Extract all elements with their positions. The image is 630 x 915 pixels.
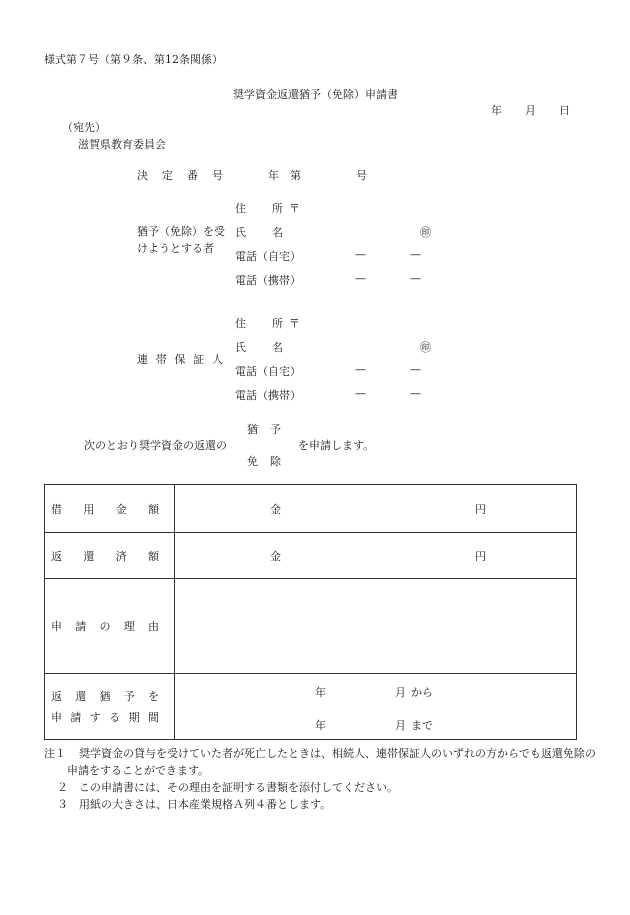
guarantor-phone-home-label: 電話（自宅）	[235, 365, 301, 378]
period-from-kara: から	[411, 686, 433, 699]
applicant-phone-mobile-label: 電話（携帯）	[235, 274, 301, 287]
guarantor-phone-home-dash2: —	[410, 363, 421, 376]
statement-yuyo: 猶 予	[247, 423, 281, 436]
date-day: 日	[559, 104, 570, 117]
period-from-month: 月	[395, 686, 406, 699]
guarantor-postal-mark: 〒	[289, 317, 300, 330]
guarantor-phone-home-dash1: —	[355, 363, 366, 376]
repaid-amount-label: 返 還 済 額	[45, 533, 175, 579]
borrowed-amount-label: 借 用 金 額	[45, 485, 175, 533]
borrowed-kin: 金	[270, 503, 281, 516]
period-to-year: 年	[315, 719, 326, 732]
period-to-month: 月	[395, 719, 406, 732]
applicant-postal-mark: 〒	[289, 202, 300, 215]
applicant-label-line2: けようとする者	[137, 242, 214, 255]
repaid-kin: 金	[270, 550, 281, 563]
repaid-en: 円	[475, 550, 486, 563]
period-label: 返 還 猶 予 を 申 請 す る 期 間	[45, 674, 175, 740]
guarantor-address-label: 住 所	[235, 317, 283, 330]
applicant-seal: ㊞	[420, 226, 431, 239]
statement-suffix: を申請します。	[298, 439, 375, 452]
reason-label: 申 請 の 理 由	[45, 579, 175, 674]
statement-prefix: 次のとおり奨学資金の返還の	[84, 439, 227, 452]
applicant-name-label: 氏 名	[235, 226, 283, 239]
addressee-prefix: （宛先）	[62, 121, 106, 134]
page-title: 奨学資金返還猶予（免除）申請書	[233, 88, 398, 101]
guarantor-phone-mobile-dash2: —	[410, 387, 421, 400]
guarantor-phone-mobile-dash1: —	[355, 387, 366, 400]
decision-go: 号	[356, 169, 367, 182]
guarantor-seal: ㊞	[420, 341, 431, 354]
application-table	[44, 484, 577, 740]
repaid-amount-field[interactable]	[175, 533, 577, 579]
addressee-name: 滋賀県教育委員会	[78, 138, 166, 151]
note-2-text: この申請書には、その理由を証明する書類を添付してください。	[79, 781, 398, 794]
applicant-label-line1: 猶予（免除）を受	[137, 225, 225, 238]
decision-dai: 第	[290, 169, 301, 182]
form-number: 様式第７号（第９条、第12条関係）	[44, 53, 223, 66]
borrowed-amount-field[interactable]	[175, 485, 577, 533]
applicant-phone-home-label: 電話（自宅）	[235, 250, 301, 263]
applicant-phone-home-dash2: —	[410, 248, 421, 261]
note-2-number: ２	[57, 781, 68, 794]
statement-menjo: 免 除	[247, 455, 281, 468]
guarantor-name-label: 氏 名	[235, 341, 283, 354]
period-field[interactable]	[175, 674, 577, 740]
guarantor-label: 連 帯 保 証 人	[137, 353, 223, 366]
note-3-text: 用紙の大きさは、日本産業規格Ａ列４番とします。	[79, 798, 332, 811]
decision-number-label: 決 定 番 号	[137, 169, 223, 182]
applicant-address-label: 住 所	[235, 202, 283, 215]
note-1-text: 奨学資金の貸与を受けていた者が死亡したときは、相続人、連帯保証人のいずれの方からでも返還免除の	[79, 747, 596, 760]
note-1-number: 注１	[44, 747, 66, 760]
borrowed-en: 円	[475, 503, 486, 516]
borrowed-amount-row	[45, 485, 577, 533]
period-row	[45, 674, 577, 740]
period-from-year: 年	[315, 686, 326, 699]
reason-field[interactable]	[175, 579, 577, 674]
date-month: 月	[525, 104, 536, 117]
applicant-phone-mobile-dash1: —	[355, 272, 366, 285]
applicant-phone-home-dash1: —	[355, 248, 366, 261]
note-1-continuation: 申請をすることができます。	[67, 764, 210, 777]
date-year: 年	[491, 104, 502, 117]
note-3-number: ３	[57, 798, 68, 811]
applicant-phone-mobile-dash2: —	[410, 272, 421, 285]
period-to-made: まで	[411, 719, 433, 732]
guarantor-phone-mobile-label: 電話（携帯）	[235, 389, 301, 402]
repaid-amount-row	[45, 533, 577, 579]
decision-year: 年	[268, 169, 279, 182]
reason-row	[45, 579, 577, 674]
